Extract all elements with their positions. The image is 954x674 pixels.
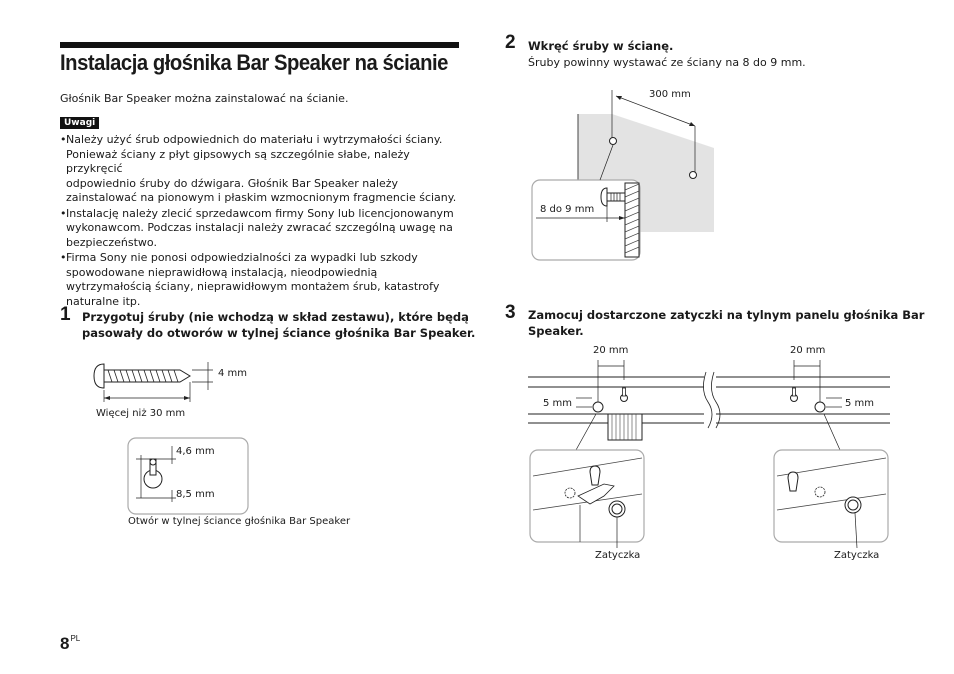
step1-number: 1 [60, 304, 71, 325]
screw-diameter-label: 4 mm [218, 368, 248, 379]
step2-number: 2 [505, 32, 516, 53]
page-lang: PL [70, 634, 81, 643]
hole-top-label: 4,6 mm [176, 446, 215, 457]
note-line: bezpieczeństwo. [66, 235, 157, 249]
notes-badge: Uwagi [60, 117, 99, 129]
step2-heading: Wkręć śruby w ścianę. [528, 39, 674, 53]
step3-number: 3 [505, 302, 516, 323]
note-item: • Firma Sony nie ponosi odpowiedzialności za wypadki lub szkody spowodowane nieprawidłową instalacją, nieodpowiednią wytrzymałością ściany, nieprawidłowym montażem śrub, katastrofy naturalne itp. [60, 251, 460, 309]
right-cap-caption: Zatyczka [834, 550, 880, 561]
left-cap-caption: Zatyczka [595, 550, 641, 561]
note-line: spowodowane nieprawidłową instalacją, nieodpowiednią [66, 265, 378, 279]
right-width-label: 20 mm [790, 345, 826, 356]
left-width-label: 20 mm [593, 345, 629, 356]
note-line: naturalne itp. [66, 294, 141, 308]
note-line: Firma Sony nie ponosi odpowiedzialności za wypadki lub szkody [66, 251, 418, 264]
page-number: $8^{PL}$ [60, 634, 81, 653]
spacing-label: 300 mm [649, 89, 691, 100]
note-line: Należy użyć śrub odpowiednich do materiału i wytrzymałości ściany. [66, 133, 443, 146]
note-line: wytrzymałością ściany, nieprawidłowym montażem śrub, katastrofy [66, 280, 440, 293]
note-line: Ponieważ ściany z płyt gipsowych są szczególnie słabe, należy przykręcić [66, 147, 410, 175]
hole-caption: Otwór w tylnej ściance głośnika Bar Speaker [128, 516, 351, 527]
left-offset-label: 5 mm [543, 398, 573, 409]
step3-heading: Zamocuj dostarczone zatyczki na tylnym panelu głośnika Bar Speaker. [528, 308, 925, 338]
note-line: Instalację należy zlecić sprzedawcom firmy Sony lub licencjonowanym [66, 206, 454, 220]
protrusion-label: 8 do 9 mm [540, 204, 595, 215]
screw-length-label: Więcej niż 30 mm [96, 408, 186, 419]
note-item: • Instalację należy zlecić sprzedawcom firmy Sony lub licencjonowanym wykonawcom. Podczas instalacji należy zwracać szczególną uwagę na bezpieczeństwo. [60, 207, 460, 251]
note-line: zainstalować na pionowym i płaskim wzmocnionym fragmencie ściany. [66, 191, 457, 204]
right-offset-label: 5 mm [845, 398, 875, 409]
intro-text: Głośnik Bar Speaker można zainstalować na ścianie. [60, 92, 349, 105]
note-line: wykonawcom. Podczas instalacji należy zwracać szczególną uwagę na [66, 221, 453, 234]
hole-height-label: 8,5 mm [176, 489, 215, 500]
note-line: odpowiednio śruby do dźwigara. Głośnik Bar Speaker należy [66, 176, 399, 190]
step1-heading: Przygotuj śruby (nie wchodzą w skład zestawu), które będą pasowały do otworów w tylnej ściance głośnika Bar Speaker. [82, 310, 476, 340]
step2-subtext: Śruby powinny wystawać ze ściany na 8 do 9 mm. [528, 56, 806, 69]
page-title: Instalacja głośnika Bar Speaker na ścianie [60, 50, 448, 75]
note-item: • Należy użyć śrub odpowiednich do materiału i wytrzymałości ściany. Ponieważ ściany z płyt gipsowych są szczególnie słabe, należy przykręcić odpowiednio śruby do dźwigara. Głośnik Bar Speaker należy zainstalować na pionowym i płaskim wzmocnionym fragmencie ściany. [60, 133, 460, 206]
